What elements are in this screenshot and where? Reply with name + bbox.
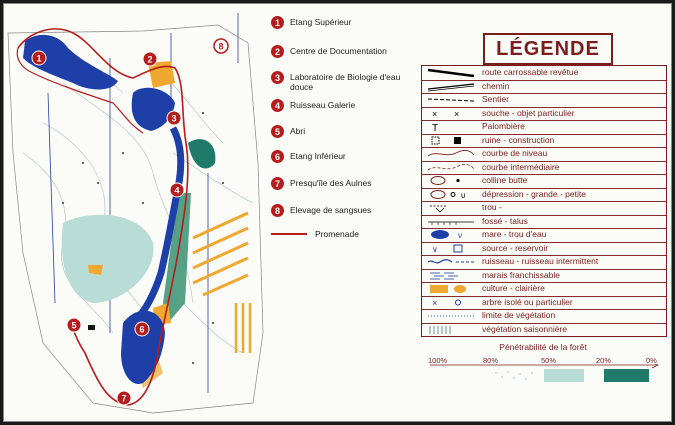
svg-text:5: 5 [71, 320, 77, 331]
legend-row [422, 120, 666, 135]
pen-level-label: 80% [483, 356, 499, 365]
svg-text:υ: υ [461, 190, 466, 200]
legend-row [422, 188, 666, 203]
svg-text:×: × [432, 108, 438, 119]
legend-label: dépression - grande - petite [482, 188, 586, 199]
pen-level-label: 20% [596, 356, 612, 365]
poi-number-badge: 4 [271, 99, 284, 112]
poi-item [271, 205, 371, 225]
legend-label: route carrossable revêtue [482, 67, 579, 77]
legend-label: ruine - construction [482, 134, 555, 145]
legend-label: ruisseau - ruisseau intermittent [482, 256, 599, 266]
penetrability-bar [428, 364, 663, 384]
poi-item [271, 17, 351, 37]
pen-level-label: 0% [646, 356, 657, 365]
legend-table [421, 65, 667, 337]
legend-label: Palombière [482, 121, 525, 131]
legend-row [422, 255, 666, 270]
culture-icon [426, 283, 476, 294]
legend-row [422, 282, 666, 297]
ruin-icon [426, 135, 476, 146]
poi-label: Centre de Documentation [290, 46, 387, 56]
depression-icon [426, 189, 476, 200]
poi-number-badge: 7 [271, 177, 284, 190]
document-frame [3, 3, 672, 422]
legend-row [422, 80, 666, 95]
poi-label: Etang Supérieur [290, 17, 352, 27]
trail-icon [426, 94, 476, 105]
poi-label: Laboratoire de Biologie d'eau douce [290, 72, 401, 92]
poi-item [271, 100, 355, 120]
contour-inter-icon [426, 162, 476, 173]
legend-row [422, 323, 666, 337]
legend-label: culture - clairière [482, 283, 545, 293]
stump-icon [426, 108, 476, 119]
road-icon [426, 67, 476, 78]
svg-text:7: 7 [121, 393, 127, 404]
penetrability-title: Pénétrabilité de la forêt [499, 342, 587, 352]
penetrability-scale [428, 356, 663, 384]
legend-label: source - reservoir [482, 242, 549, 253]
legend-label: mare - trou d'eau [482, 229, 547, 239]
poi-number-badge: 8 [271, 204, 284, 217]
poi-item [271, 46, 387, 66]
legend-label: souche - objet particulier [482, 107, 575, 118]
legend-label: arbre isolé ou particulier [482, 296, 573, 307]
legend-row [422, 269, 666, 284]
poi-label: Ruisseau Galerie [290, 100, 356, 110]
svg-text:1: 1 [36, 53, 42, 64]
legend-label: colline butte [482, 175, 528, 185]
legend-row [422, 201, 666, 216]
legend-row [422, 174, 666, 189]
svg-text:×: × [454, 108, 460, 119]
legend-label: courbe de niveau [482, 148, 548, 158]
spring-icon [426, 243, 476, 254]
poi-item [271, 151, 346, 171]
legend-row [422, 66, 666, 81]
hill-icon [426, 175, 476, 186]
svg-text:8: 8 [218, 41, 224, 52]
legend-row [422, 134, 666, 149]
svg-text:3: 3 [171, 113, 177, 124]
poi-number-badge: 5 [271, 125, 284, 138]
svg-text:×: × [432, 297, 438, 308]
hole-icon [426, 202, 476, 213]
legend-label: marais franchissable [482, 269, 560, 280]
promenade-key [271, 229, 359, 239]
contour-icon [426, 148, 476, 159]
legend-row [422, 107, 666, 122]
svg-text:6: 6 [139, 324, 145, 335]
stream-icon [426, 256, 476, 267]
site-map [3, 3, 268, 422]
pen-level-label: 50% [541, 356, 557, 365]
pen-level-label: 100% [428, 356, 448, 365]
poi-item [271, 72, 411, 92]
promenade-label: Promenade [315, 229, 359, 239]
poi-item [271, 126, 305, 146]
marsh-icon [426, 270, 476, 281]
legend-row [422, 147, 666, 162]
legend-row [422, 242, 666, 257]
legend-row [422, 296, 666, 311]
legend-row [422, 161, 666, 176]
poi-label: Presqu'île des Aulnes [290, 178, 372, 188]
svg-text:∨: ∨ [432, 244, 438, 254]
promenade-line-icon [271, 233, 307, 235]
legend-label: limite de végétation [482, 310, 556, 320]
legend-row [422, 215, 666, 230]
seasonal-icon [426, 324, 476, 335]
svg-text:T: T [432, 123, 439, 132]
poi-number-badge: 2 [271, 45, 284, 58]
svg-text:ν: ν [458, 231, 462, 240]
legend-row [422, 309, 666, 324]
poi-label: Abri [290, 126, 306, 136]
legend-label: fossé - talus [482, 215, 528, 226]
legend-label: Sentier [482, 94, 509, 104]
poi-label: Etang Inférieur [290, 151, 346, 161]
poi-label: Elevage de sangsues [290, 205, 372, 215]
legend-label: courbe intermédiaire [482, 161, 560, 172]
legend-label: trou - [482, 202, 502, 212]
poi-number-badge: 6 [271, 150, 284, 163]
legend-title: LÉGENDE [483, 33, 613, 65]
legend-label: végétation saisonnière [482, 323, 568, 334]
svg-text:4: 4 [174, 185, 180, 196]
poi-item [271, 178, 371, 198]
legend-row [422, 228, 666, 243]
poi-number-badge: 3 [271, 71, 284, 84]
tree-icon [426, 297, 476, 308]
pond-icon [426, 229, 476, 240]
ditch-icon [426, 216, 476, 227]
poi-number-badge: 1 [271, 16, 284, 29]
svg-text:2: 2 [147, 54, 153, 65]
legend-row [422, 93, 666, 108]
palombiere-icon [426, 121, 476, 132]
veg-limit-icon [426, 310, 476, 321]
path-icon [426, 81, 476, 92]
legend-label: chemin [482, 80, 510, 91]
